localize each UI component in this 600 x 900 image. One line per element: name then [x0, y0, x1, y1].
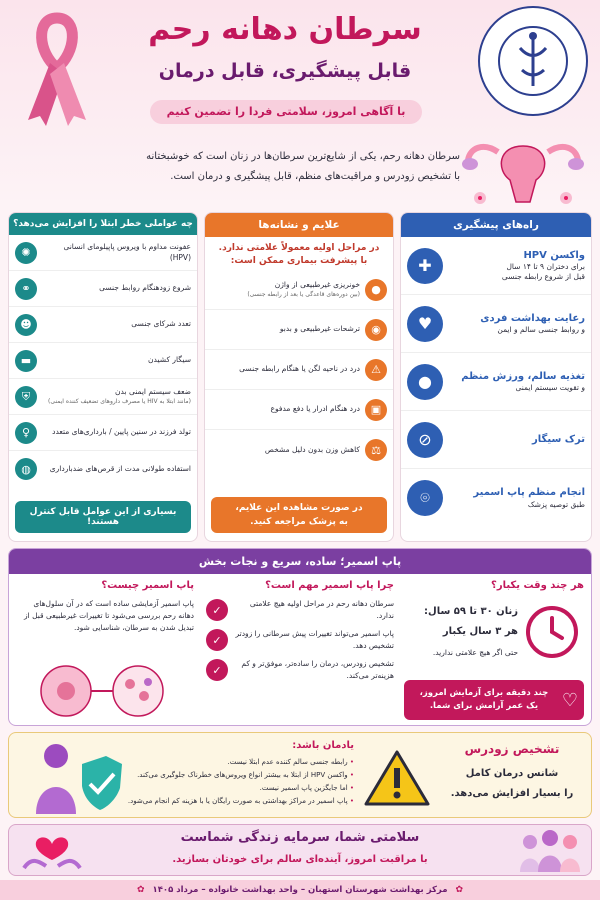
blood-drop-icon: ●	[365, 279, 387, 301]
symptom-item-text: خونریزی غیرطبیعی از واژن	[274, 280, 360, 290]
symptom-item	[205, 430, 393, 470]
pap-when-footer-line-1: چند دقیقه برای آزمایش امروز،	[419, 688, 549, 698]
risk-factors-card	[8, 212, 198, 542]
risk-item-text: عفونت مداوم با ویروس پاپیلومای انسانی (HPV)	[63, 242, 191, 262]
remember-item-text: واکسن HPV از ابتلا به بیشتر انواع ویروس‌های خطرناک جلوگیری می‌کند.	[137, 771, 348, 779]
remember-item-text: اما جایگزین پاپ اسمیر نیست.	[259, 784, 348, 792]
drop-icon: ◉	[365, 319, 387, 341]
toilet-icon: ▣	[365, 399, 387, 421]
women-group-illustration	[514, 828, 586, 872]
pap-why-title: چرا پاپ اسمیر مهم است؟	[265, 580, 394, 591]
bullet-icon: •	[347, 758, 354, 766]
prevention-card	[400, 212, 592, 542]
woman-shield-illustration	[16, 738, 126, 814]
remember-item	[126, 756, 354, 769]
early-detection-line-1: شانس درمان کامل	[465, 768, 559, 779]
hands-heart-illustration	[20, 828, 84, 872]
symptom-item	[205, 350, 393, 390]
symptoms-footer-line-2: به پزشک مراجعه کنید.	[250, 517, 348, 527]
prevention-item-title: واکسن HPV	[523, 249, 585, 261]
pap-when-footer	[404, 680, 584, 720]
slogan-banner: با آگاهی امروز، سلامتی فردا را تضمین کنیم	[150, 100, 422, 124]
prevention-item-desc: و روابط جنسی سالم و ایمن	[497, 325, 585, 335]
check-icon: ✓	[206, 599, 228, 621]
remember-list	[126, 756, 354, 808]
remember-item	[126, 795, 354, 808]
prevention-list	[401, 237, 591, 527]
check-icon: ✓	[206, 659, 228, 681]
pap-when-line-3: حتی اگر هیچ علامتی ندارید.	[432, 648, 518, 657]
remember-item-text: رابطه جنسی سالم کننده عدم ابتلا نیست.	[227, 758, 348, 766]
early-detection-title: تشخیص زودرس	[464, 742, 560, 756]
risk-factors-title: چه عواملی خطر ابتلا را افزایش می‌دهد؟	[9, 213, 197, 235]
intro-line-1: سرطان دهانه رحم، یکی از شایع‌ترین سرطان‌ها در زنان است که خوشبختانه	[146, 151, 460, 162]
pap-why-item	[206, 658, 394, 682]
flower-icon: ✿	[455, 885, 464, 895]
symptom-item	[205, 270, 393, 310]
symptoms-card	[204, 212, 394, 542]
pap-when-footer-line-2: یک عمر آرامش برای شما.	[429, 701, 539, 711]
prevention-item-desc: طبق توصیه پزشک	[527, 499, 585, 509]
remember-item	[126, 769, 354, 782]
risk-item	[9, 451, 197, 487]
symptom-item-text: درد در ناحیه لگن یا هنگام رابطه جنسی	[239, 364, 360, 374]
risk-item	[9, 343, 197, 379]
pap-what-title: پاپ اسمیر چیست؟	[101, 580, 194, 591]
pap-what-text: پاپ اسمیر آزمایشی ساده است که در آن سلول‌های دهانه رحم بررسی می‌شود تا تغییرات غیرطبیعی قبل از تبدیل شدن به سرطان، شناسایی شود.	[24, 599, 194, 632]
bullet-icon: •	[347, 797, 354, 805]
footer	[0, 880, 600, 900]
prevention-item	[401, 469, 591, 527]
warning-icon	[362, 748, 432, 808]
remember-title: یادمان باشد:	[292, 740, 354, 751]
prevention-item-desc-2: قبل از شروع رابطه جنسی	[501, 272, 585, 282]
pink-ribbon-icon	[20, 8, 95, 128]
bullet-icon: •	[347, 784, 354, 792]
risk-item	[9, 307, 197, 343]
risk-item-text: ضعف سیستم ایمنی بدن	[115, 387, 191, 397]
page-title: سرطان دهانه رحم	[148, 12, 422, 47]
prevention-item	[401, 353, 591, 411]
prevention-title: راه‌های پیشگیری	[401, 213, 591, 237]
prevention-item-title: انجام منظم پاپ اسمیر	[473, 487, 585, 499]
risk-item-note: (مانند ابتلا به HIV یا مصرف داروهای تضعیف کننده ایمنی)	[48, 397, 191, 405]
symptom-item-text: کاهش وزن بدون دلیل مشخص	[264, 444, 360, 454]
university-logo	[478, 6, 588, 116]
virus-icon: ✺	[15, 242, 37, 264]
prevention-item-desc: برای دختران ۹ تا ۱۴ سال	[506, 262, 585, 272]
symptom-item	[205, 310, 393, 350]
risk-item	[9, 379, 197, 415]
pap-why-item	[206, 598, 394, 622]
risk-item	[9, 415, 197, 451]
risk-footer: بسیاری از این عوامل قابل کنترل هستند!	[15, 501, 191, 533]
symptoms-list	[205, 270, 393, 470]
pap-why-item	[206, 628, 394, 652]
symptoms-footer-line-1: در صورت مشاهده این علایم،	[235, 503, 363, 513]
risk-item-text: تعدد شرکای جنسی	[131, 319, 191, 329]
risk-item-text: سیگار کشیدن	[148, 355, 191, 365]
pap-banner: پاپ اسمیر؛ ساده، سریع و نجات بخش	[9, 549, 591, 574]
risk-list	[9, 235, 197, 487]
prevention-item-title: تغذیه سالم، ورزش منظم	[461, 370, 585, 382]
microscope-icon: ⌾	[407, 480, 443, 516]
people-icon: ☻	[15, 314, 37, 336]
prevention-item	[401, 411, 591, 469]
risk-item-text: شروع زودهنگام روابط جنسی	[99, 283, 191, 293]
uterus-illustration	[458, 118, 588, 210]
early-detection-line-2: را بسیار افزایش می‌دهد.	[450, 788, 574, 799]
pap-when-title: هر چند وقت یکبار؟	[491, 580, 584, 591]
closing-line-1: سلامتی شما، سرمایه زندگی شماست	[180, 830, 420, 845]
flower-icon: ✿	[136, 885, 145, 895]
risk-item	[9, 271, 197, 307]
intro-line-2: با تشخیص زودرس و مراقبت‌های منظم، قابل پیشگیری و درمان است.	[170, 171, 460, 182]
check-icon: ✓	[206, 629, 228, 651]
symptoms-footer	[211, 497, 387, 533]
cigarette-icon: ▬	[15, 350, 37, 372]
no-smoking-icon: ⊘	[407, 422, 443, 458]
clock-icon	[524, 604, 580, 660]
pregnant-icon: ♀	[15, 422, 37, 444]
cervix-cells-illustration	[26, 662, 176, 720]
risk-item-text: استفاده طولانی مدت از قرص‌های ضدبارداری	[49, 463, 191, 473]
remember-item	[126, 782, 354, 795]
prevention-item-title: ترک سیگار	[532, 433, 585, 445]
remember-item-text: پاپ اسمیر در مراکز بهداشتی به صورت رایگان یا با هزینه کم انجام می‌شود.	[127, 797, 348, 805]
symptom-item	[205, 390, 393, 430]
symptom-item-text: ترشحات غیرطبیعی و بدبو	[279, 324, 360, 334]
pap-why-item-text: تشخیص زودرس، درمان را ساده‌تر، موفق‌تر و کم هزینه‌تر می‌کند.	[241, 659, 394, 680]
risk-item-text: تولد فرزند در سنین پایین / بارداری‌های متعدد	[52, 427, 191, 437]
pap-why-item-text: سرطان دهانه رحم در مراحل اولیه هیچ علامتی ندارد.	[249, 599, 394, 620]
page-subtitle: قابل پیشگیری، قابل درمان	[158, 60, 412, 82]
prevention-item	[401, 237, 591, 295]
heart-icon: ♡	[561, 689, 578, 711]
pelvic-pain-icon: ⚠	[365, 359, 387, 381]
symptom-item-note: (بین دوره‌های قاعدگی یا بعد از رابطه جنسی)	[247, 290, 360, 298]
shield-icon: ⛨	[15, 386, 37, 408]
footer-text: مرکز بهداشت شهرستان استهبان – واحد بهداشت خانواده – مرداد ۱۴۰۵	[152, 885, 448, 895]
prevention-item-title: رعایت بهداشت فردی	[480, 312, 585, 324]
symptoms-intro-2: با پیشرفت بیماری ممکن است:	[230, 256, 368, 266]
symptoms-intro-1: در مراحل اولیه معمولاً علامتی ندارد.	[218, 243, 380, 253]
couple-icon: ⚭	[15, 278, 37, 300]
pap-why-item-text: پاپ اسمیر می‌تواند تغییرات پیش سرطانی را زودتر تشخیص دهد.	[235, 629, 394, 650]
risk-item	[9, 235, 197, 271]
symptom-item-text: درد هنگام ادرار یا دفع مدفوع	[270, 404, 360, 414]
symptoms-title: علایم و نشانه‌ها	[205, 213, 393, 237]
pap-when-line-2: هر ۳ سال یکبار	[442, 626, 518, 637]
pap-when-line-1: زنان ۳۰ تا ۵۹ سال:	[424, 606, 518, 617]
hands-heart-icon: ♥	[407, 306, 443, 342]
prevention-item	[401, 295, 591, 353]
pap-why-list	[206, 598, 394, 688]
scale-icon: ⚖	[365, 439, 387, 461]
pills-icon: ◍	[15, 458, 37, 480]
apple-icon: ●	[407, 364, 443, 400]
bullet-icon: •	[347, 771, 354, 779]
closing-line-2: با مراقبت امروز، آینده‌ای سالم برای خودتان بسازید.	[172, 854, 428, 865]
prevention-item-desc: و تقویت سیستم ایمنی	[515, 383, 585, 393]
syringe-icon: ✚	[407, 248, 443, 284]
